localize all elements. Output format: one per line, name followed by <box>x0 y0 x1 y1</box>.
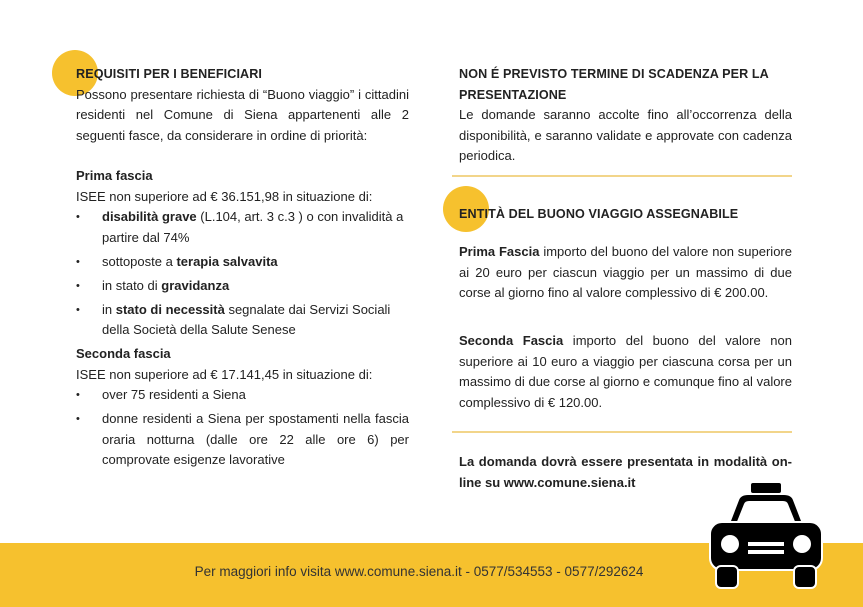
seconda-fascia-title: Seconda fascia <box>76 346 171 361</box>
list-item: • over 75 residenti a Siena <box>76 385 409 406</box>
seconda-fascia-list <box>76 385 409 471</box>
list-item: • in stato di gravidanza <box>76 276 409 297</box>
prima-fascia-list <box>76 207 409 341</box>
deadline-heading: NON É PREVISTO TERMINE DI SCADENZA PER LA PRESENTAZIONE <box>459 67 769 102</box>
entity-title: ENTITÀ DEL BUONO VIAGGIO ASSEGNABILE <box>459 207 739 221</box>
seconda-fascia-importo: Seconda Fascia importo del buono del valore non superiore ai 10 euro a viaggio per ciascuna corsa per un massimo di due corse al giorno e comunque fino al valore complessivo di € 120.00. <box>459 333 792 410</box>
list-item: • sottoposte a terapia salvavita <box>76 252 409 273</box>
online-note: La domanda dovrà essere presentata in modalità on-line su www.comune.siena.it <box>459 454 792 490</box>
left-column <box>76 64 409 474</box>
deadline-text: Le domande saranno accolte fino all’occorrenza della disponibilità, e saranno validate e approvate con cadenza periodica. <box>459 107 792 163</box>
taxi-icon <box>706 480 826 592</box>
prima-fascia-importo: Prima Fascia importo del buono del valore non superiore ai 20 euro per ciascun viaggio per un massimo di due corse al giorno fino al valore complessivo di € 200.00. <box>459 244 792 300</box>
prima-fascia-isee: ISEE non superiore ad € 36.151,98 in situazione di: <box>76 188 373 204</box>
entity-heading <box>459 204 792 225</box>
list-item: • in stato di necessità segnalate dai Servizi Sociali della Società della Salute Senese <box>76 300 409 341</box>
requisiti-text: Possono presentare richiesta di “Buono viaggio” i cittadini residenti nel Comune di Siena appartenenti alle 2 seguenti fasce, da considerare in ordine di priorità: <box>76 86 409 143</box>
divider-top <box>452 175 792 177</box>
prima-fascia-title: Prima fascia <box>76 168 153 183</box>
seconda-fascia-isee: ISEE non superiore ad € 17.141,45 in situazione di: <box>76 366 373 382</box>
divider-bottom <box>452 431 792 433</box>
footer-info: Per maggiori info visita www.comune.siena.it - 0577/534553 - 0577/292624 <box>194 564 644 579</box>
list-item: • disabilità grave (L.104, art. 3 c.3 ) o con invalidità a partire dal 74% <box>76 207 409 248</box>
list-item: • donne residenti a Siena per spostamenti nella fascia oraria notturna (dalle ore 22 alle ore 6) per comprovate esigenze lavorative <box>76 409 409 471</box>
right-column <box>459 64 792 167</box>
requisiti-heading: REQUISITI PER I BENEFICIARI <box>76 67 263 81</box>
